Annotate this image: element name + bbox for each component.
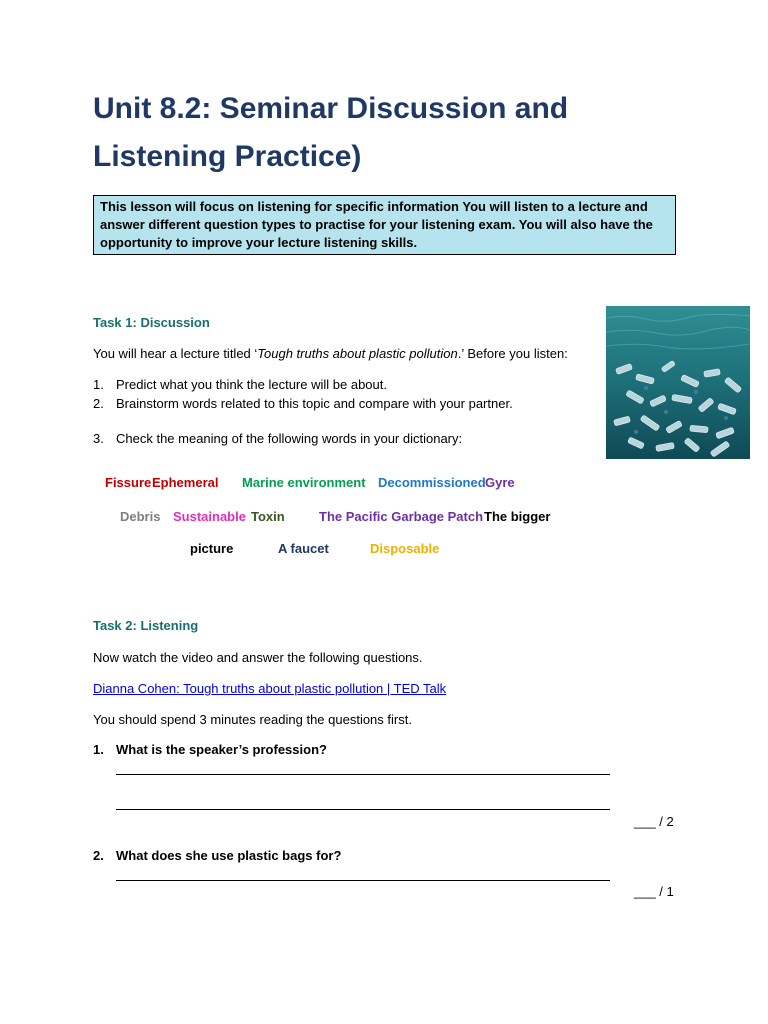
intro-box: This lesson will focus on listening for specific information You will listen to a lecture and answer different question types to practise for your listening exam. You will also have the opportunity to improve your lecture listening skills.: [93, 195, 676, 255]
question-text: What is the speaker’s profession?: [116, 742, 327, 757]
item-number: 3.: [93, 431, 104, 446]
task1-prompt-title: Tough truths about plastic pollution: [257, 346, 458, 361]
score-box: ___ / 1: [634, 884, 674, 899]
score-box: ___ / 2: [634, 814, 674, 829]
plastic-bottles-in-ocean-photo: [606, 306, 750, 459]
vocab-word: A faucet: [278, 541, 329, 556]
item-text: Check the meaning of the following words in your dictionary:: [116, 431, 463, 446]
question-text: What does she use plastic bags for?: [116, 848, 342, 863]
answer-line[interactable]: [116, 809, 610, 810]
title-line-2: Listening Practice): [93, 140, 362, 173]
vocab-word: The Pacific Garbage Patch: [319, 509, 484, 524]
page-title: [93, 85, 613, 181]
ocean-plastic-illustration: [606, 306, 750, 459]
vocab-word: Disposable: [370, 541, 440, 556]
vocab-word: Debris: [120, 509, 161, 524]
answer-line[interactable]: [116, 774, 610, 775]
task1-item-1: [93, 377, 387, 392]
task1-prompt-before: You will hear a lecture titled ‘: [93, 346, 258, 361]
item-text: Predict what you think the lecture will be about.: [116, 377, 387, 392]
vocab-word: Decommissioned: [378, 475, 486, 490]
task2-heading: Task 2: Listening: [93, 618, 199, 633]
task2-note: You should spend 3 minutes reading the questions first.: [93, 712, 412, 727]
vocab-word: picture: [190, 541, 234, 556]
item-number: 1.: [93, 377, 104, 392]
vocab-word: Fissure: [105, 475, 152, 490]
task2-instruction: Now watch the video and answer the following questions.: [93, 650, 423, 665]
item-text: Brainstorm words related to this topic and compare with your partner.: [116, 396, 513, 411]
task1-item-2: [93, 396, 513, 411]
question-number: 2.: [93, 848, 104, 863]
ted-talk-link[interactable]: Dianna Cohen: Tough truths about plastic pollution | TED Talk: [93, 681, 447, 696]
vocab-word: Toxin: [251, 509, 285, 524]
vocab-word: Sustainable: [173, 509, 246, 524]
task1-prompt: [93, 346, 568, 361]
answer-line[interactable]: [116, 880, 610, 881]
item-number: 2.: [93, 396, 104, 411]
vocab-word: Gyre: [485, 475, 515, 490]
vocab-word: Marine environment: [242, 475, 366, 490]
task1-heading: Task 1: Discussion: [93, 315, 210, 330]
title-line-1: Unit 8.2: Seminar Discussion and: [93, 92, 569, 125]
vocab-word: The bigger: [484, 509, 551, 524]
task1-prompt-after: .’ Before you listen:: [457, 346, 568, 361]
question-1: [93, 742, 327, 757]
vocab-word: Ephemeral: [152, 475, 219, 490]
task1-item-3: [93, 431, 462, 446]
question-number: 1.: [93, 742, 104, 757]
question-2: [93, 848, 341, 863]
